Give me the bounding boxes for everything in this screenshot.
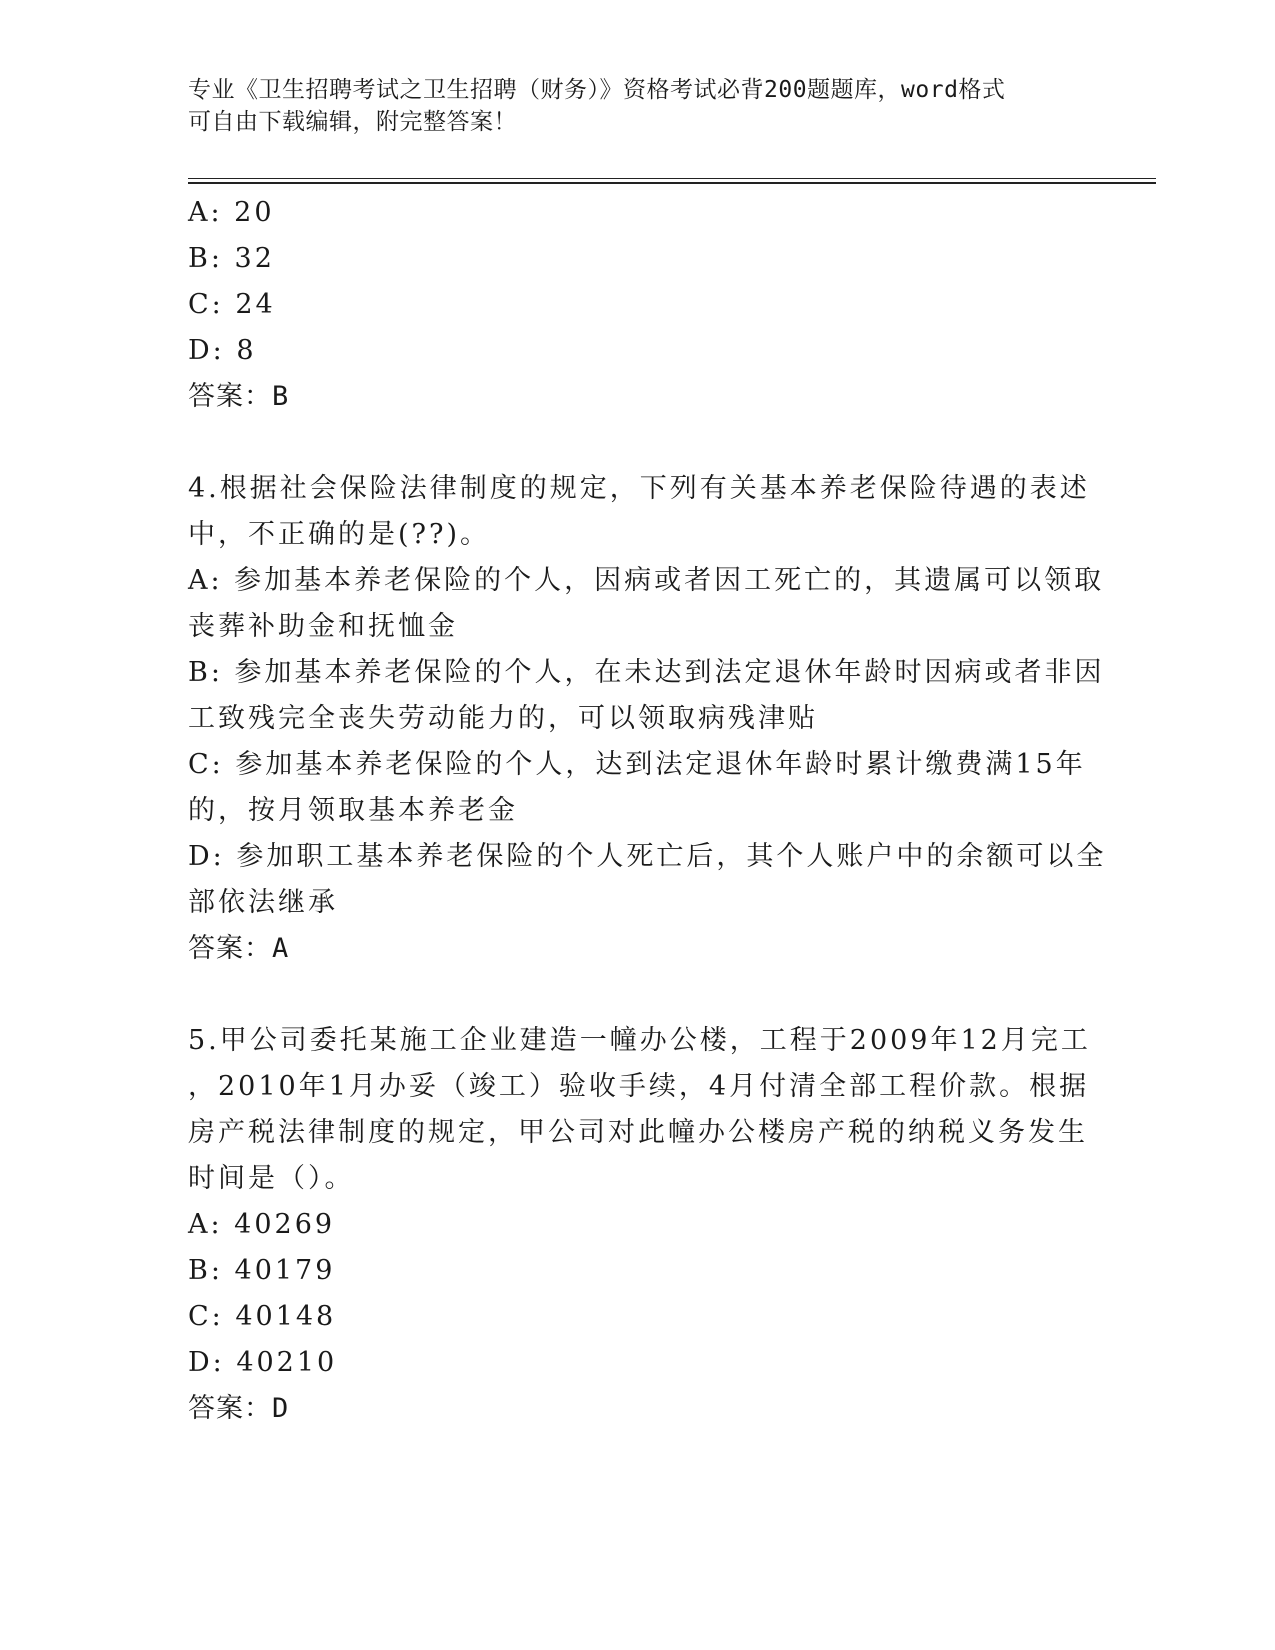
option-c: C: 参加基本养老保险的个人，达到法定退休年龄时累计缴费满15年 [188, 749, 1086, 780]
answer-line: 答案：D [188, 1393, 290, 1424]
question-stem: 时间是（）。 [188, 1163, 355, 1194]
question-list [188, 190, 1107, 1432]
option-d: D: 40210 [188, 1347, 338, 1378]
option-a: A: 20 [188, 197, 275, 228]
header-divider [188, 178, 1156, 179]
document-header [188, 74, 1068, 138]
answer-line: 答案：B [188, 381, 290, 412]
question-stem: ，2010年1月办妥（竣工）验收手续，4月付清全部工程价款。根据 [188, 1071, 1090, 1102]
option-b: B: 32 [188, 243, 275, 274]
question-5 [188, 1018, 1091, 1432]
answer-line: 答案：A [188, 933, 290, 964]
option-c: 的，按月领取基本养老金 [188, 795, 518, 826]
option-c: C: 24 [188, 289, 276, 320]
option-c: C: 40148 [188, 1301, 337, 1332]
question-stem: 房产税法律制度的规定，甲公司对此幢办公楼房产税的纳税义务发生 [188, 1117, 1088, 1148]
header-line: 专业《卫生招聘考试之卫生招聘（财务）》资格考试必背200题题库，word格式 [188, 77, 1006, 103]
header-line: 可自由下载编辑，附完整答案！ [188, 109, 517, 135]
question-4 [188, 466, 1107, 972]
option-b: B: 40179 [188, 1255, 336, 1286]
option-a: A: 参加基本养老保险的个人，因病或者因工死亡的，其遗属可以领取 [188, 565, 1105, 596]
option-a: 丧葬补助金和抚恤金 [188, 611, 458, 642]
option-d: D: 参加职工基本养老保险的个人死亡后，其个人账户中的余额可以全 [188, 841, 1107, 872]
option-d: 部依法继承 [188, 887, 338, 918]
option-a: A: 40269 [188, 1209, 336, 1240]
question-3 [188, 190, 1068, 420]
header-divider [188, 182, 1156, 184]
question-stem: 5.甲公司委托某施工企业建造一幢办公楼，工程于2009年12月完工 [188, 1025, 1091, 1056]
option-b: 工致残完全丧失劳动能力的，可以领取病残津贴 [188, 703, 818, 734]
question-stem: 4.根据社会保险法律制度的规定，下列有关基本养老保险待遇的表述 [188, 473, 1090, 504]
question-stem: 中，不正确的是(??)。 [188, 519, 491, 550]
option-d: D: 8 [188, 335, 257, 366]
option-b: B: 参加基本养老保险的个人，在未达到法定退休年龄时因病或者非因 [188, 657, 1105, 688]
